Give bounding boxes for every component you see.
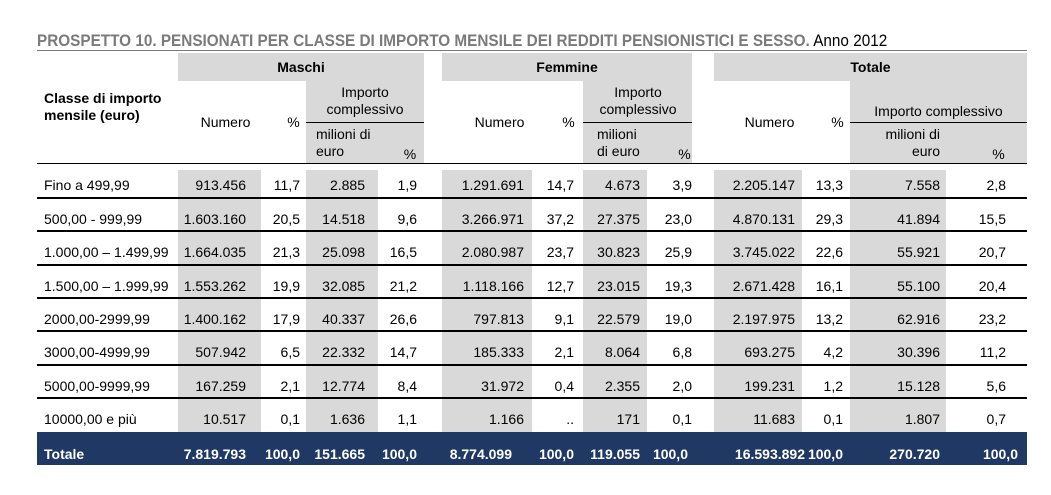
- table-cell: 8,4: [397, 378, 417, 394]
- table-cell: 0,1: [823, 411, 843, 427]
- table-cell: 23,0: [664, 211, 692, 227]
- total-cell: 16.593.892: [734, 446, 805, 462]
- table-cell: 797.813: [473, 311, 524, 327]
- table-cell: 7.558: [904, 177, 940, 193]
- table-cell: 2,0: [672, 378, 692, 394]
- table-cell: 32.085: [322, 278, 365, 294]
- table-cell: 22,6: [815, 244, 843, 260]
- table-cell: 22.579: [597, 311, 640, 327]
- table-cell: 30.396: [897, 344, 940, 360]
- table-cell: 2,8: [986, 177, 1006, 193]
- table-cell: 12.774: [322, 378, 365, 394]
- total-cell: 151.665: [314, 446, 365, 462]
- row-label: 500,00 - 999,99: [44, 211, 143, 227]
- table-cell: 4.870.131: [732, 211, 795, 227]
- table-cell: 1.636: [329, 411, 365, 427]
- maschi-importo-percent-header: %: [403, 146, 417, 162]
- table-cell: 2.205.147: [732, 177, 795, 193]
- row-separator: [37, 197, 1027, 199]
- row-label: 1.500,00 – 1.999,99: [44, 278, 169, 294]
- table-cell: 19,3: [664, 278, 692, 294]
- row-separator: [37, 297, 1027, 299]
- table-cell: 14,7: [546, 177, 574, 193]
- table-cell: 185.333: [473, 344, 524, 360]
- row-separator: [37, 264, 1027, 266]
- table-cell: 16,5: [389, 244, 417, 260]
- table-cell: 19,9: [272, 278, 300, 294]
- table-cell: 2.080.987: [461, 244, 524, 260]
- table-cell: 37,2: [546, 211, 574, 227]
- table-cell: 913.456: [195, 177, 246, 193]
- totale-numero-header: Numero: [744, 114, 795, 130]
- femmine-importo-rule: [583, 122, 692, 123]
- table-title: [37, 30, 928, 52]
- table-cell: 2,1: [554, 344, 574, 360]
- table-cell: 1.400.162: [183, 311, 246, 327]
- table-cell: 21,3: [272, 244, 300, 260]
- maschi-percent-header: %: [287, 114, 300, 130]
- total-cell: 7.819.793: [183, 446, 246, 462]
- maschi-numero-header: Numero: [200, 114, 251, 130]
- table-cell: 20,4: [978, 278, 1006, 294]
- table-cell: 1,9: [397, 177, 417, 193]
- table-cell: 2.885: [329, 177, 365, 193]
- header-bottom-rule: [37, 163, 1027, 164]
- total-cell: 8.774.099: [449, 446, 512, 462]
- total-cell: 270.720: [889, 446, 940, 462]
- table-title-year: Anno 2012: [813, 31, 888, 50]
- table-cell: 40.337: [322, 311, 365, 327]
- table-cell: 0,4: [554, 378, 574, 394]
- table-cell: 55.921: [897, 244, 940, 260]
- table-cell: 1.664.035: [183, 244, 246, 260]
- table-cell: 5,6: [986, 378, 1006, 394]
- femmine-milioni-header: milioni di euro: [597, 126, 640, 159]
- table-cell: 23,7: [546, 244, 574, 260]
- row-separator: [37, 397, 1027, 399]
- table-cell: 11,7: [273, 177, 300, 193]
- table-cell: 15.128: [897, 378, 940, 394]
- row-label: 1.000,00 – 1.499,99: [44, 244, 169, 260]
- maschi-milioni-header: milioni di euro: [316, 126, 371, 159]
- totale-percent-header: %: [831, 114, 844, 130]
- totale-importo-rule: [850, 122, 1027, 123]
- row-label: 2000,00-2999,99: [44, 311, 150, 327]
- table-cell: 171: [616, 411, 640, 427]
- table-cell: 2,1: [280, 378, 300, 394]
- group-header-totale: Totale: [714, 53, 1027, 81]
- table-cell: 11.683: [753, 411, 795, 427]
- table-cell: 9,1: [554, 311, 574, 327]
- total-cell: 100,0: [538, 446, 574, 462]
- femmine-numero-header: Numero: [474, 114, 525, 130]
- table-cell: 0,1: [672, 411, 692, 427]
- table-cell: 31.972: [481, 378, 524, 394]
- table-cell: 1,2: [823, 378, 843, 394]
- totale-importo-percent-header: %: [992, 146, 1005, 162]
- total-cell: 100,0: [982, 446, 1018, 462]
- table-cell: 23.015: [597, 278, 640, 294]
- table-cell: 3,9: [672, 177, 692, 193]
- totale-milioni-header: milioni di euro: [885, 126, 940, 159]
- table-cell: 6,8: [672, 344, 692, 360]
- table-cell: 16,1: [815, 278, 843, 294]
- table-cell: 199.231: [744, 378, 795, 394]
- table-cell: 13,2: [815, 311, 843, 327]
- table-cell: 41.894: [897, 211, 940, 227]
- femmine-percent-header: %: [562, 114, 575, 130]
- table-cell: 12,7: [546, 278, 574, 294]
- maschi-importo-header: Importo complessivo: [326, 84, 404, 117]
- table-cell: 14,7: [389, 344, 417, 360]
- table-cell: 4.673: [604, 177, 640, 193]
- table-cell: 22.332: [322, 344, 365, 360]
- table-cell: 27.375: [597, 211, 640, 227]
- table-cell: 17,9: [272, 311, 300, 327]
- row-label: 5000,00-9999,99: [44, 378, 150, 394]
- total-cell: 100,0: [264, 446, 300, 462]
- total-cell: 100,0: [807, 446, 843, 462]
- table-cell: 507.942: [195, 344, 246, 360]
- row-label: 10000,00 e più: [44, 411, 137, 427]
- table-cell: 1.291.691: [461, 177, 524, 193]
- total-cell: 119.055: [590, 446, 640, 462]
- table-cell: 0,7: [986, 411, 1006, 427]
- table-cell: 9,6: [397, 211, 417, 227]
- table-cell: 29,3: [815, 211, 843, 227]
- total-label: Totale: [44, 446, 85, 462]
- title-rule: [37, 50, 1027, 51]
- table-cell: 25,9: [664, 244, 692, 260]
- maschi-importo-rule: [306, 122, 424, 123]
- table-cell: 693.275: [744, 344, 795, 360]
- table-cell: 2.355: [604, 378, 640, 394]
- table-cell: 23,2: [978, 311, 1006, 327]
- row-separator: [37, 230, 1027, 232]
- row-label: 3000,00-4999,99: [44, 344, 150, 360]
- table-cell: 1.553.262: [183, 278, 246, 294]
- table-cell: 20,7: [978, 244, 1006, 260]
- table-cell: 1.166: [488, 411, 524, 427]
- row-label: Fino a 499,99: [44, 177, 130, 193]
- table-cell: 1.603.160: [183, 211, 246, 227]
- total-cell: 100,0: [652, 446, 688, 462]
- table-cell: 167.259: [195, 378, 246, 394]
- table-cell: 6,5: [280, 344, 300, 360]
- table-cell: 3.745.022: [732, 244, 795, 260]
- totale-importo-header: Importo complessivo: [874, 103, 1003, 119]
- table-cell: 3.266.971: [461, 211, 524, 227]
- group-header-maschi: Maschi: [178, 53, 424, 81]
- row-label-header: Classe di importo mensile (euro): [44, 90, 162, 123]
- table-title-main: PROSPETTO 10. PENSIONATI PER CLASSE DI IMPORTO MENSILE DEI REDDITI PENSIONISTICI E SESSO.: [37, 31, 810, 50]
- table-cell: 26,6: [389, 311, 417, 327]
- row-separator: [37, 364, 1027, 366]
- table-cell: 19,0: [664, 311, 692, 327]
- table-cell: 62.916: [897, 311, 940, 327]
- table-cell: 13,3: [815, 177, 843, 193]
- table-cell: 25.098: [322, 244, 365, 260]
- table-cell: 11,2: [979, 344, 1006, 360]
- table-cell: 55.100: [897, 278, 940, 294]
- table-cell: 15,5: [978, 211, 1006, 227]
- table-cell: 2.197.975: [732, 311, 795, 327]
- table-cell: 8.064: [604, 344, 640, 360]
- total-cell: 100,0: [381, 446, 417, 462]
- table-cell: 10.517: [203, 411, 246, 427]
- table-cell: 21,2: [389, 278, 417, 294]
- table-cell: 30.823: [597, 244, 640, 260]
- table-cell: 1.118.166: [462, 278, 524, 294]
- row-separator: [37, 330, 1027, 332]
- group-header-femmine: Femmine: [442, 53, 692, 81]
- femmine-importo-percent-header: %: [678, 146, 691, 162]
- femmine-importo-header: Importo complessivo: [599, 84, 677, 117]
- table-cell: ..: [566, 411, 574, 427]
- table-cell: 1,1: [397, 411, 417, 427]
- table-cell: 2.671.428: [732, 278, 795, 294]
- table-cell: 0,1: [280, 411, 300, 427]
- table-cell: 1.807: [904, 411, 940, 427]
- table-cell: 4,2: [823, 344, 843, 360]
- table-cell: 14.518: [322, 211, 365, 227]
- table-cell: 20,5: [272, 211, 300, 227]
